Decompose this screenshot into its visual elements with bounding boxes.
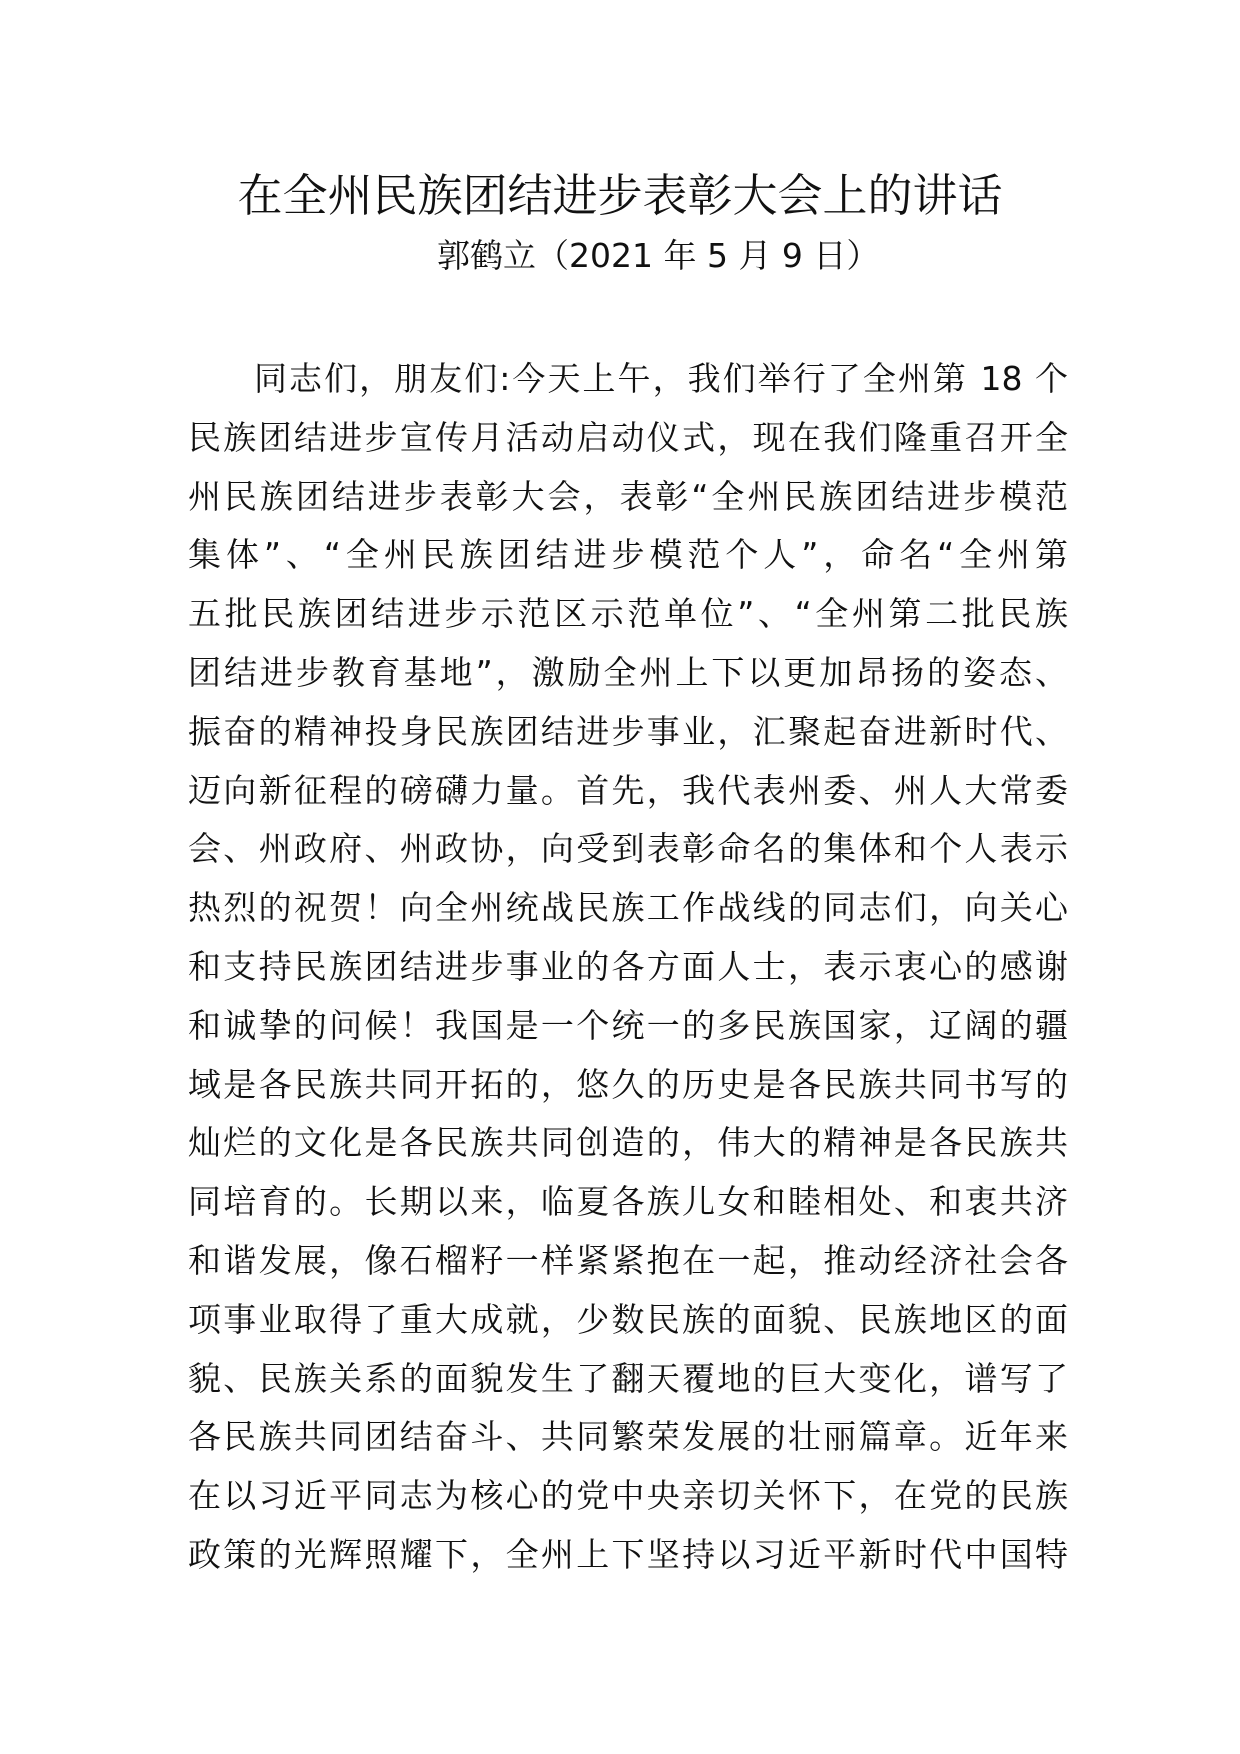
paragraph-line: 同培育的。长期以来，临夏各族儿女和睦相处、和衷共济 xyxy=(188,1182,1068,1222)
paragraph-line: 同志们，朋友们:今天上午，我们举行了全州第 18 个 xyxy=(254,359,1068,398)
paragraph-line: 州民族团结进步表彰大会，表彰“全州民族团结进步模范 xyxy=(188,476,1068,516)
paragraph-line: 各民族共同团结奋斗、共同繁荣发展的壮丽篇章。近年来 xyxy=(188,1417,1068,1457)
paragraph-line: 灿烂的文化是各民族共同创造的，伟大的精神是各民族共 xyxy=(188,1123,1068,1163)
paragraph-line: 振奋的精神投身民族团结进步事业，汇聚起奋进新时代、 xyxy=(188,711,1068,751)
paragraph-line: 热烈的祝贺！向全州统战民族工作战线的同志们，向关心 xyxy=(188,888,1068,928)
document-body xyxy=(188,350,1068,1585)
paragraph-line: 迈向新征程的磅礴力量。首先，我代表州委、州人大常委 xyxy=(188,770,1068,810)
paragraph-line: 和支持民族团结进步事业的各方面人士，表示衷心的感谢 xyxy=(188,946,1068,986)
document-subtitle: 郭鹤立（2021 年 5 月 9 日） xyxy=(437,236,880,275)
paragraph-line: 和诚挚的问候！我国是一个统一的多民族国家，辽阔的疆 xyxy=(188,1005,1068,1045)
paragraph-line: 会、州政府、州政协，向受到表彰命名的集体和个人表示 xyxy=(188,829,1068,869)
paragraph-line: 在以习近平同志为核心的党中央亲切关怀下，在党的民族 xyxy=(188,1476,1068,1516)
paragraph-line: 民族团结进步宣传月活动启动仪式，现在我们隆重召开全 xyxy=(188,417,1068,457)
paragraph-line: 貌、民族关系的面貌发生了翻天覆地的巨大变化，谱写了 xyxy=(188,1358,1068,1398)
document-title: 在全州民族团结进步表彰大会上的讲话 xyxy=(237,169,1003,222)
paragraph-line: 集体”、“全州民族团结进步模范个人”，命名“全州第 xyxy=(188,535,1068,575)
paragraph-line: 和谐发展，像石榴籽一样紧紧抱在一起，推动经济社会各 xyxy=(188,1240,1068,1280)
paragraph-line: 域是各民族共同开拓的，悠久的历史是各民族共同书写的 xyxy=(188,1064,1068,1104)
paragraph-line: 政策的光辉照耀下，全州上下坚持以习近平新时代中国特 xyxy=(188,1534,1068,1574)
paragraph-line: 五批民族团结进步示范区示范单位”、“全州第二批民族 xyxy=(188,594,1068,634)
paragraph-line: 团结进步教育基地”，激励全州上下以更加昂扬的姿态、 xyxy=(188,652,1068,692)
paragraph-line: 项事业取得了重大成就，少数民族的面貌、民族地区的面 xyxy=(188,1299,1068,1339)
